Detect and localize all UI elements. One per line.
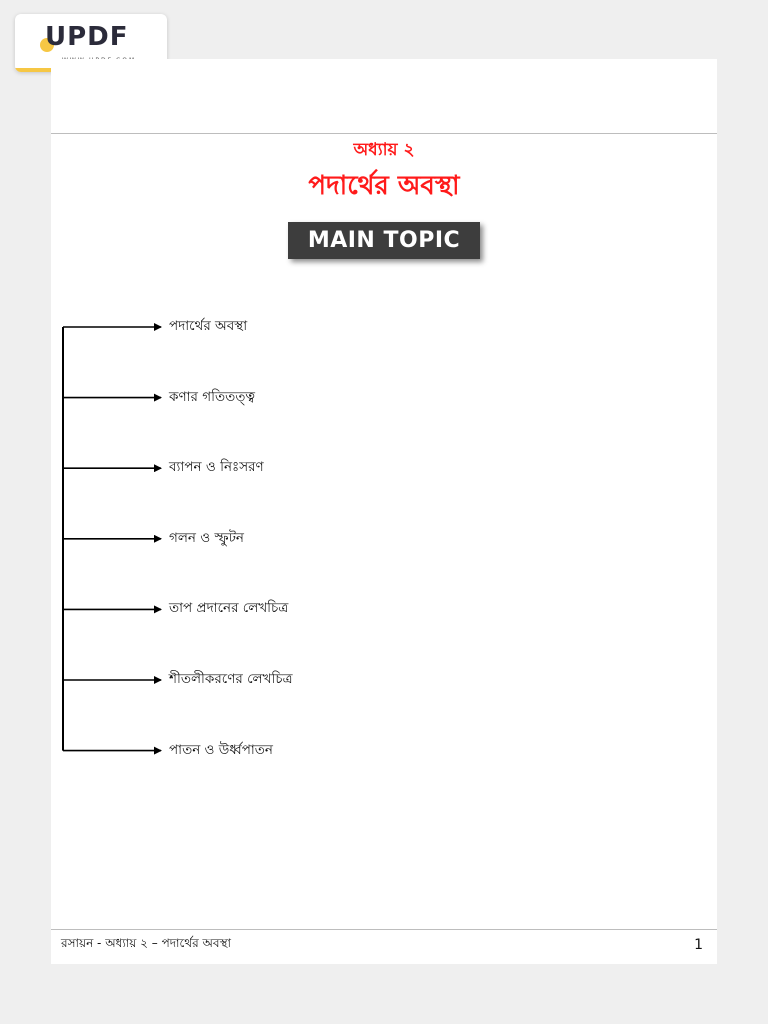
topic-item: কণার গতিতত্ত্ব <box>169 388 255 405</box>
document-page <box>51 59 717 964</box>
topic-item: পাতন ও উর্ধ্বপাতন <box>169 741 273 758</box>
topic-item: গলন ও স্ফুটন <box>169 529 244 546</box>
main-topic-heading: MAIN TOPIC <box>288 222 480 259</box>
chapter-title: পদার্থের অবস্থা <box>308 171 460 201</box>
topic-item: পদার্থের অবস্থা <box>169 318 248 334</box>
topic-item: শীতলীকরণের লেখচিত্র <box>169 671 293 687</box>
footer-text: রসায়ন - অধ্যায় ২ – পদার্থের অবস্থা <box>61 936 232 950</box>
topic-item: তাপ প্রদানের লেখচিত্র <box>169 600 289 617</box>
logo-text: UPDF <box>45 22 129 52</box>
topic-tree <box>51 59 717 964</box>
page-number: 1 <box>694 937 703 953</box>
chapter-number: অধ্যায় ২ <box>353 140 415 160</box>
topic-item: ব্যাপন ও নিঃসরণ <box>169 459 264 476</box>
footer-divider <box>51 929 717 930</box>
